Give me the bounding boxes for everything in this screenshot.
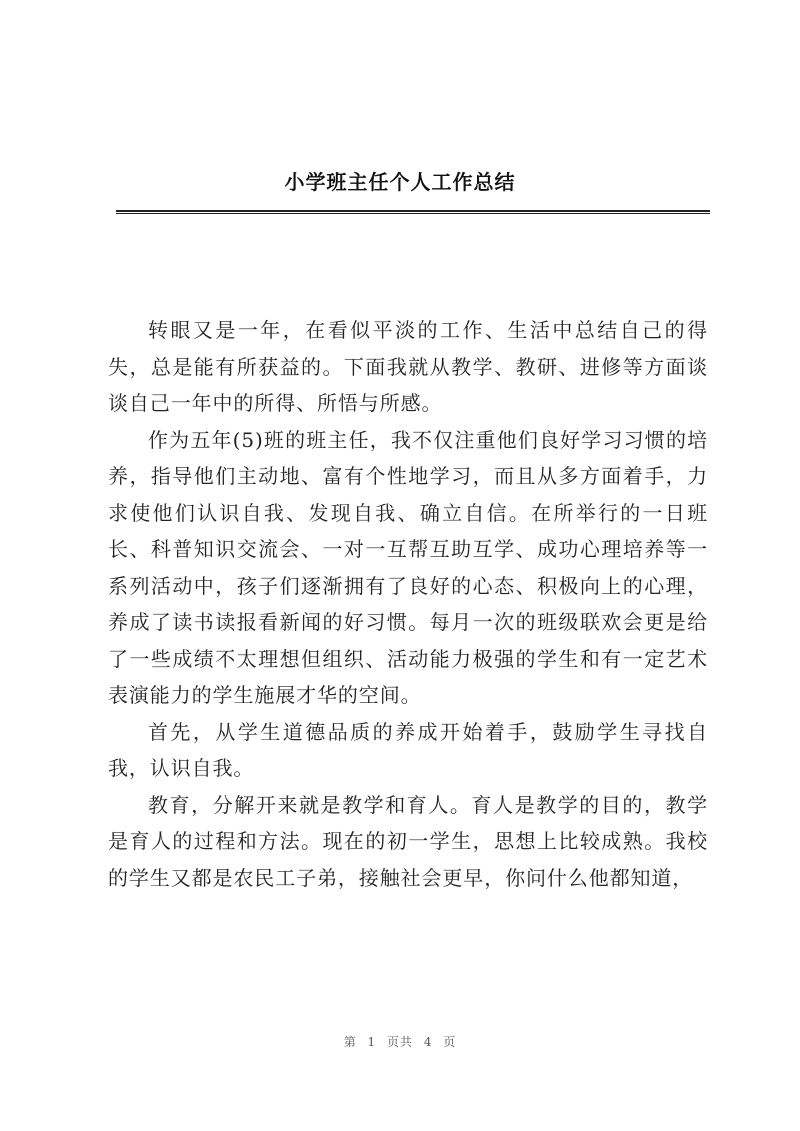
body-paragraph: 作为五年(5)班的班主任，我不仅注重他们良好学习习惯的培养，指导他们主动地、富有个性地学习，而且从多方面着手，力求使他们认识自我、发现自我、确立自信。在所举行的一日班长、科普知识交流会、一对一互帮互助互学、成功心理培养等一系列活动中，孩子们逐渐拥有了良好的心态、积极向上的心理，养成了读书读报看新闻的好习惯。每月一次的班级联欢会更是给了一些成绩不太理想但组织、活动能力极强的学生和有一定艺术表演能力的学生施展才华的空间。 (108, 427, 708, 707)
page-number-footer: 第 1 页共 4 页 (343, 1035, 457, 1049)
body-paragraph: 转眼又是一年，在看似平淡的工作、生活中总结自己的得失，总是能有所获益的。下面我就从教学、教研、进修等方面谈谈自己一年中的所得、所悟与所感。 (108, 318, 708, 415)
document-body (108, 312, 708, 896)
body-paragraph: 首先，从学生道德品质的养成开始着手，鼓励学生寻找自我，认识自我。 (108, 719, 708, 780)
title-divider (116, 210, 710, 214)
body-paragraph: 教育，分解开来就是教学和育人。育人是教学的目的，教学是育人的过程和方法。现在的初一学生，思想上比较成熟。我校的学生又都是农民工子弟，接触社会更早，你问什么他都知道， (108, 792, 708, 890)
document-title: 小学班主任个人工作总结 (284, 170, 516, 194)
